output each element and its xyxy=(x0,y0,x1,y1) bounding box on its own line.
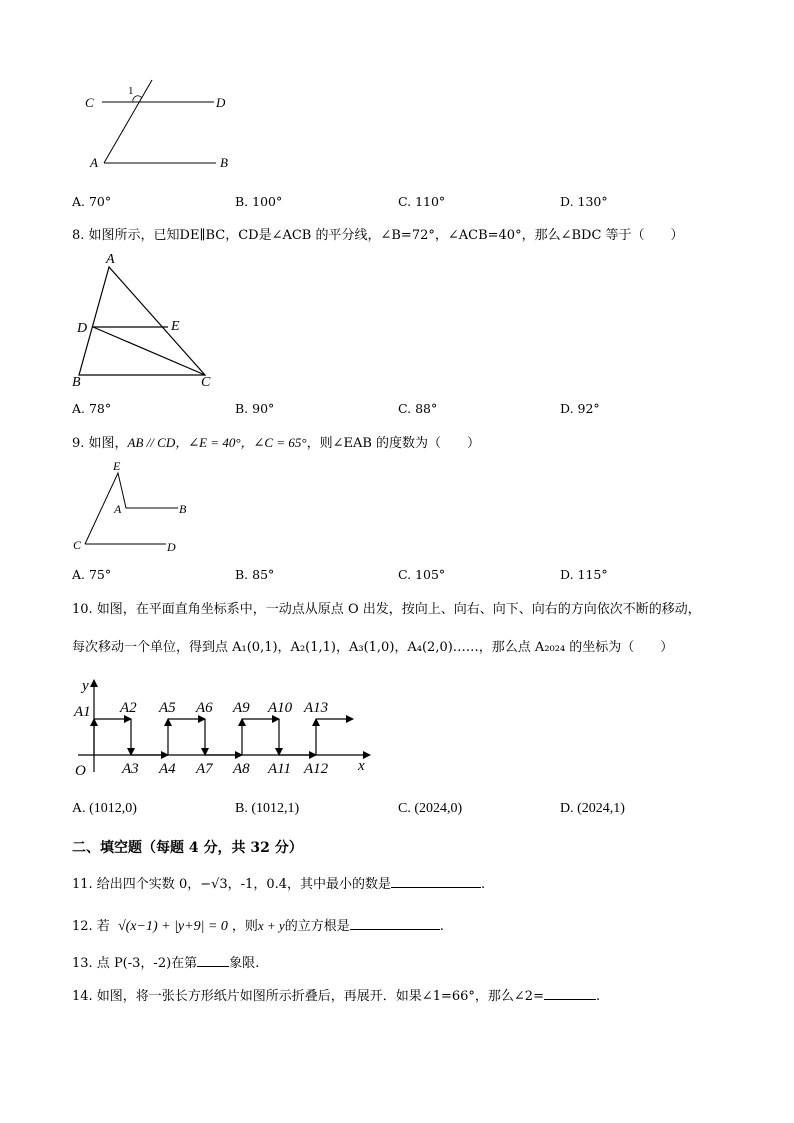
q12-answer-blank[interactable] xyxy=(350,917,440,930)
label-e: E xyxy=(171,319,180,334)
q9-figure xyxy=(68,456,198,558)
q8-option-c: C. 88° xyxy=(398,401,438,416)
label-a8: A8 xyxy=(233,761,250,777)
q9-option-c: C. 105° xyxy=(398,567,446,582)
q10-option-d: D. (2024,1) xyxy=(560,801,625,816)
label-a10: A10 xyxy=(268,700,293,716)
q12-mid: ，则 xyxy=(231,919,258,934)
q8-option-a: A. 78° xyxy=(72,401,112,416)
q11-answer-blank[interactable] xyxy=(391,875,481,888)
q13-question xyxy=(72,952,259,971)
label-b: B xyxy=(72,375,81,390)
q10-question-line2: 每次移动一个单位，得到点 A₁(0,1)，A₂(1,1)，A₃(1,0)，A₄(2,0)……，那么点 A₂₀₂₄ 的坐标为（ ） xyxy=(72,640,674,655)
q14-end: . xyxy=(595,989,601,1004)
q11-end: . xyxy=(481,877,486,892)
label-b: B xyxy=(220,155,228,170)
label-a13: A13 xyxy=(304,700,329,716)
q12-post: 的立方根是 xyxy=(284,919,350,934)
label-b: B xyxy=(179,502,187,516)
section-heading: 二、填空题（每题 4 分，共 32 分） xyxy=(72,840,303,856)
path-c-e-a-b xyxy=(85,473,178,544)
q9-option-b: B. 85° xyxy=(235,567,275,582)
label-origin: O xyxy=(75,763,86,779)
label-angle-1: 1 xyxy=(128,85,134,97)
label-d: D xyxy=(216,95,226,110)
q12-xy: x + y xyxy=(257,918,285,933)
q7-figure xyxy=(80,74,240,174)
q12-end: . xyxy=(439,919,444,934)
q7-option-c: C. 110° xyxy=(398,194,446,209)
q10-option-c: C. (2024,0) xyxy=(398,801,463,816)
q13-post: 象限. xyxy=(229,956,260,971)
q7-option-b: B. 100° xyxy=(235,194,283,209)
q14-answer-blank[interactable] xyxy=(544,987,596,1000)
label-a12: A12 xyxy=(304,761,329,777)
q9-question xyxy=(72,432,480,451)
label-a1: A1 xyxy=(74,704,91,720)
q9-expression: AB // CD，∠E = 40°，∠C = 65° xyxy=(127,435,307,450)
q8-question: 8. 如图所示，已知DE∥BC，CD是∠ACB 的平分线，∠B=72°，∠ACB=40°，那么∠BDC 等于（ ） xyxy=(72,228,684,243)
label-a6: A6 xyxy=(196,700,213,716)
triangle-abc xyxy=(79,267,205,375)
q10-question-line1: 10. 如图，在平面直角坐标系中，一动点从原点 O 出发，按向上、向右、向下、向右的方向依次不断的移动， xyxy=(72,602,701,617)
label-a4: A4 xyxy=(159,761,176,777)
q12-equation: √(x−1) + |y+9| = 0 xyxy=(117,919,228,934)
label-d: D xyxy=(167,540,176,554)
q8-option-b: B. 90° xyxy=(235,401,275,416)
label-c: C xyxy=(201,375,211,390)
label-a11: A11 xyxy=(268,761,292,777)
label-a9: A9 xyxy=(233,700,250,716)
q9-option-a: A. 75° xyxy=(72,567,112,582)
q12-question xyxy=(72,915,444,935)
label-d: D xyxy=(77,321,88,336)
q11-text: 11. 给出四个实数 0，−√3，-1，0.4，其中最小的数是 xyxy=(72,877,391,892)
q8-option-d: D. 92° xyxy=(560,401,600,416)
q13-answer-blank[interactable] xyxy=(197,954,229,967)
q10-option-a: A. (1012,0) xyxy=(72,801,137,816)
q7-option-a: A. 70° xyxy=(72,194,112,209)
q14-text: 14. 如图，将一张长方形纸片如图所示折叠后，再展开．如果∠1=66°，那么∠2= xyxy=(72,989,544,1004)
q13-pre: 13. 点 P(-3，-2)在第 xyxy=(72,956,198,971)
q10-option-b: B. (1012,1) xyxy=(235,801,300,816)
q7-option-d: D. 130° xyxy=(560,194,608,209)
q8-figure xyxy=(70,248,220,390)
label-a3: A3 xyxy=(122,761,139,777)
label-a: A xyxy=(114,502,122,516)
label-y: y xyxy=(82,678,89,694)
q14-question xyxy=(72,985,600,1004)
q12-pre: 12. 若 xyxy=(72,919,110,934)
label-c: C xyxy=(85,95,94,110)
label-x: x xyxy=(358,758,365,774)
q9-suffix: ，则∠EAB 的度数为（ ） xyxy=(306,436,481,451)
label-a2: A2 xyxy=(120,700,137,716)
q10-figure xyxy=(70,672,380,782)
label-e: E xyxy=(113,459,121,473)
movement-path xyxy=(94,719,353,755)
label-a5: A5 xyxy=(159,700,176,716)
segment-dc xyxy=(93,327,205,375)
label-c: C xyxy=(73,538,82,552)
label-a: A xyxy=(106,252,115,267)
q9-option-d: D. 115° xyxy=(560,567,608,582)
label-a: A xyxy=(90,155,98,170)
q9-prefix: 9. 如图， xyxy=(72,436,128,451)
q11-question xyxy=(72,873,485,892)
label-a7: A7 xyxy=(196,761,213,777)
